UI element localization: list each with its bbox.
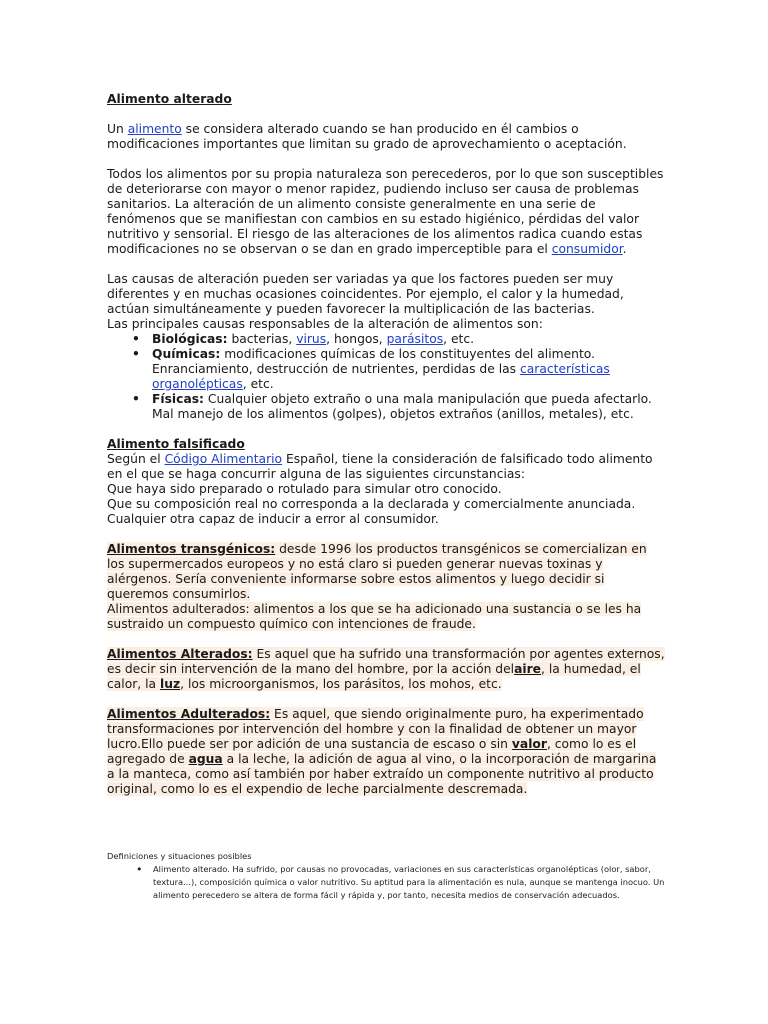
paragraph-adulterados [107,707,667,797]
label-fisicas: Físicas: [152,392,204,406]
document-body [107,92,667,797]
text: , la humedad, el calor, la [107,662,641,691]
keyword-valor: valor [511,737,547,751]
label-biologicas: Biológicas: [152,332,228,346]
paragraph-transgenicos [107,542,667,602]
text: modificaciones químicas de los constituyentes del alimento. Enranciamiento, destrucción de nutrientes, perdidas de las [152,347,596,376]
keyword-aire: aire [514,662,542,676]
text: Es aquel, que siendo originalmente puro, ha experimentado transformaciones por intervención del hombre y con la finalidad de obtener un mayor lucro.Ello puede ser por adición de una sustancia de escaso o sin [107,707,644,751]
line-circunstancia-2: Que su composición real no corresponda a la declarada y comercialmente anunciada. [107,497,636,511]
text: . [622,242,627,256]
paragraph-principales-causas: Las principales causas responsables de la alteración de alimentos son: [107,317,543,331]
heading-alimento-alterado: Alimento alterado [107,92,232,106]
footer-definitions [107,850,672,902]
list-item-fisicas [152,392,667,422]
paragraph-definition [107,122,667,152]
link-virus[interactable]: virus [296,332,327,346]
label-quimicas: Químicas: [152,347,221,361]
text: Según el [107,452,165,466]
label-alterados: Alimentos Alterados: [107,647,253,661]
link-alimento[interactable]: alimento [127,122,182,136]
causes-list [107,332,667,422]
paragraph-codigo [107,452,667,482]
highlighted-block [107,707,656,796]
text: , etc. [242,377,274,391]
text: bacterias, [227,332,297,346]
link-codigo-alimentario[interactable]: Código Alimentario [164,452,283,466]
link-parasitos[interactable]: parásitos [386,332,444,346]
text: a la leche, la adición de agua al vino, o la incorporación de margarina a la manteca, como así también por haber extraído un componente nutritivo al producto original, como lo es el expendio de leche parcialmente descremada. [107,752,657,796]
line-circunstancia-3: Cualquier otra capaz de inducir a error al consumidor. [107,512,439,526]
paragraph-perecederos [107,167,667,257]
link-caracteristicas-organolepticas[interactable]: características organolépticas [152,362,610,391]
highlighted-text: Alimentos adulterados: alimentos a los que se ha adicionado una sustancia o se les ha sustraido un compuesto químico con intenciones de fraude. [107,602,642,631]
text: Cualquier objeto extraño o una mala manipulación que pueda afectarlo. Mal manejo de los alimentos (golpes), objetos extraños (anillos, metales), etc. [152,392,652,421]
text: Un [107,122,128,136]
highlighted-block [107,542,647,601]
text: , los microorganismos, los parásitos, los mohos, etc. [180,677,502,691]
paragraph-alterados [107,647,667,692]
highlighted-block [107,647,665,691]
text: Todos los alimentos por su propia naturaleza son perecederos, por lo que son susceptibles de deteriorarse con mayor o menor rapidez, pudiendo incluso ser causa de problemas sanitarios. La alteración de un alimento consiste generalmente en una serie de fenómenos que se manifiestan con cambios en su estado higiénico, pérdidas del valor nutritivo y sensorial. El riesgo de las alteraciones de los alimentos radica cuando estas modificaciones no se observan o se dan en grado imperceptible para el [107,167,664,256]
text: desde 1996 los productos transgénicos se comercializan en los supermercados europeos y no está claro si pueden generar nuevas toxinas y alérgenos. Sería conveniente informarse sobre estos alimentos y luego decidir si queremos consumirlos. [107,542,647,601]
label-adulterados: Alimentos Adulterados: [107,707,271,721]
link-consumidor[interactable]: consumidor [551,242,623,256]
text: se considera alterado cuando se han producido en él cambios o modificaciones importantes que limitan su grado de aprovechamiento o aceptación. [107,122,627,151]
text: , como lo es el agregado de [107,737,637,766]
keyword-agua: agua [188,752,223,766]
line-circunstancia-1: Que haya sido preparado o rotulado para simular otro conocido. [107,482,502,496]
paragraph-adulterados-def [107,602,667,632]
text: Español, tiene la consideración de falsificado todo alimento en el que se haga concurrir alguna de las siguientes circunstancias: [107,452,653,481]
footer-heading: Definiciones y situaciones posibles [107,851,252,861]
footer-list [107,863,672,902]
paragraph-causas: Las causas de alteración pueden ser variadas ya que los factores pueden ser muy diferentes y en muchas ocasiones coincidentes. Por ejemplo, el calor y la humedad, actúan simultáneamente y pueden favorecer la multiplicación de las bacterias. [107,272,624,316]
text: , etc. [443,332,475,346]
list-item-biologicas [152,332,667,347]
text: Es aquel que ha sufrido una transformación por agentes externos, es decir sin intervención de la mano del hombre, por la acción del [107,647,665,676]
label-transgenicos: Alimentos transgénicos: [107,542,276,556]
text: , hongos, [326,332,387,346]
heading-alimento-falsificado: Alimento falsificado [107,437,245,451]
keyword-luz: luz [159,677,181,691]
list-item-quimicas [152,347,667,392]
footer-list-item: • Alimento alterado. Ha sufrido, por causas no provocadas, variaciones en sus características organolépticas (olor, sabor, textura...), composición química o valor nutritivo. Su aptitud para la alimentación es nula, aunque se mantenga inocuo. Un alimento perecedero se altera de forma fácil y rápida y, por tanto, necesita medios de conservación adecuados. [153,863,672,902]
